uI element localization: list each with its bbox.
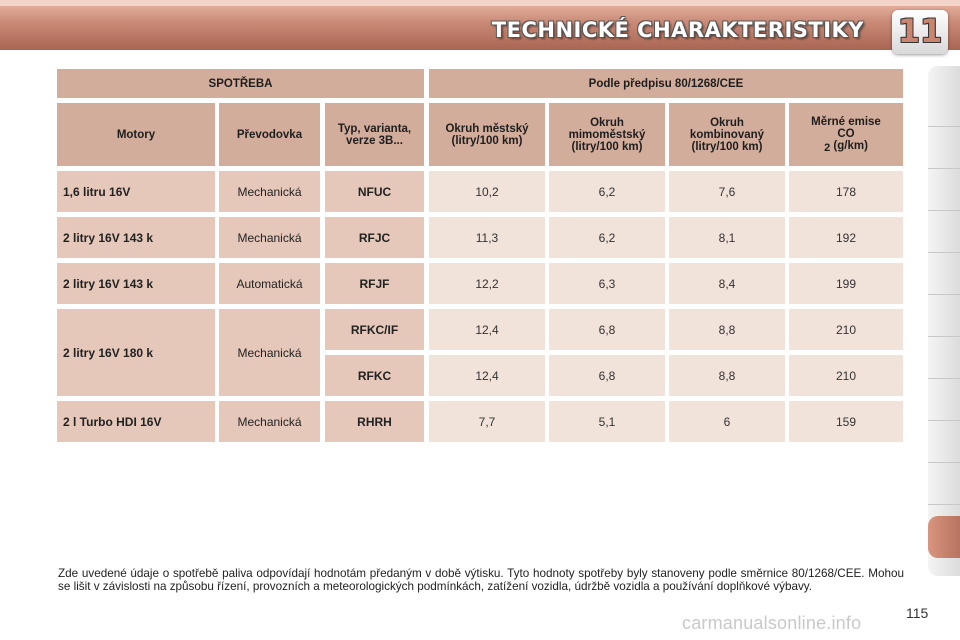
cell-extra-urban: 6,3 xyxy=(549,263,665,304)
cell-type: RFKC/IF xyxy=(325,309,424,350)
co2-unit: (g/km) xyxy=(830,139,868,152)
column-header-urban: Okruh městský (litry/100 km) xyxy=(429,103,545,166)
tab-divider xyxy=(928,252,960,253)
tab-divider xyxy=(928,462,960,463)
tab-divider xyxy=(928,336,960,337)
cell-extra-urban: 6,8 xyxy=(549,355,665,396)
cell-co2: 199 xyxy=(789,263,903,304)
tab-divider xyxy=(928,126,960,127)
cell-urban: 12,4 xyxy=(429,309,545,350)
cell-gearbox: Mechanická xyxy=(219,217,320,258)
cell-engine: 1,6 litru 16V xyxy=(57,171,215,212)
cell-extra-urban: 5,1 xyxy=(549,401,665,442)
footnote-text: Zde uvedené údaje o spotřebě paliva odpovídají hodnotám předaným v době výtisku. Tyto hodnoty spotřeby byly stanoveny podle směrnice 80/1268/CEE. Mohou se lišit v závislosti na způsobu řízení, provozních a meteorologických podmínkách, zatížení vozidla, údržbě vozidla a používání doplňkové výbavy. xyxy=(58,567,904,593)
cell-co2: 159 xyxy=(789,401,903,442)
column-header-co2 xyxy=(789,103,903,166)
cell-co2: 178 xyxy=(789,171,903,212)
cell-combined: 8,4 xyxy=(669,263,785,304)
column-header-type: Typ, varianta, verze 3B... xyxy=(325,103,424,166)
chapter-number: 11 xyxy=(897,12,943,50)
cell-engine: 2 litry 16V 180 k xyxy=(57,309,215,396)
watermark: carmanualsonline.info xyxy=(682,613,862,633)
cell-gearbox: Automatická xyxy=(219,263,320,304)
cell-engine: 2 l Turbo HDI 16V xyxy=(57,401,215,442)
cell-engine: 2 litry 16V 143 k xyxy=(57,263,215,304)
column-header-combined: Okruh kombinovaný (litry/100 km) xyxy=(669,103,785,166)
cell-urban: 10,2 xyxy=(429,171,545,212)
cell-combined: 8,8 xyxy=(669,309,785,350)
tab-divider xyxy=(928,294,960,295)
cell-co2: 192 xyxy=(789,217,903,258)
chapter-tab-active[interactable] xyxy=(928,516,960,558)
cell-urban: 12,2 xyxy=(429,263,545,304)
page-number: 115 xyxy=(906,605,929,621)
cell-gearbox: Mechanická xyxy=(219,401,320,442)
tab-divider xyxy=(928,168,960,169)
chapter-badge xyxy=(892,10,948,54)
cell-combined: 7,6 xyxy=(669,171,785,212)
cell-gearbox: Mechanická xyxy=(219,171,320,212)
group-header-consumption: SPOTŘEBA xyxy=(57,69,424,98)
column-header-engine: Motory xyxy=(57,103,215,166)
tab-divider xyxy=(928,504,960,505)
cell-co2: 210 xyxy=(789,355,903,396)
cell-type: RFJC xyxy=(325,217,424,258)
cell-type: RFKC xyxy=(325,355,424,396)
tab-divider xyxy=(928,378,960,379)
cell-co2: 210 xyxy=(789,309,903,350)
column-header-extra-urban: Okruh mimoměstský (litry/100 km) xyxy=(549,103,665,166)
cell-combined: 8,1 xyxy=(669,217,785,258)
co2-label: Měrné emise CO xyxy=(811,115,881,140)
page-title: TECHNICKÉ CHARAKTERISTIKY xyxy=(491,18,864,42)
cell-urban: 7,7 xyxy=(429,401,545,442)
cell-extra-urban: 6,2 xyxy=(549,217,665,258)
cell-engine: 2 litry 16V 143 k xyxy=(57,217,215,258)
cell-combined: 8,8 xyxy=(669,355,785,396)
co2-subscript: 2 xyxy=(824,141,831,154)
cell-extra-urban: 6,8 xyxy=(549,309,665,350)
tab-divider xyxy=(928,420,960,421)
cell-type: RFJF xyxy=(325,263,424,304)
group-header-regulation: Podle předpisu 80/1268/CEE xyxy=(429,69,903,98)
tab-divider xyxy=(928,210,960,211)
chapter-tab-strip[interactable] xyxy=(928,66,960,576)
cell-combined: 6 xyxy=(669,401,785,442)
cell-extra-urban: 6,2 xyxy=(549,171,665,212)
cell-urban: 12,4 xyxy=(429,355,545,396)
column-header-gearbox: Převodovka xyxy=(219,103,320,166)
cell-gearbox: Mechanická xyxy=(219,309,320,396)
cell-type: NFUC xyxy=(325,171,424,212)
cell-urban: 11,3 xyxy=(429,217,545,258)
cell-type: RHRH xyxy=(325,401,424,442)
header-band-highlight xyxy=(0,0,960,6)
